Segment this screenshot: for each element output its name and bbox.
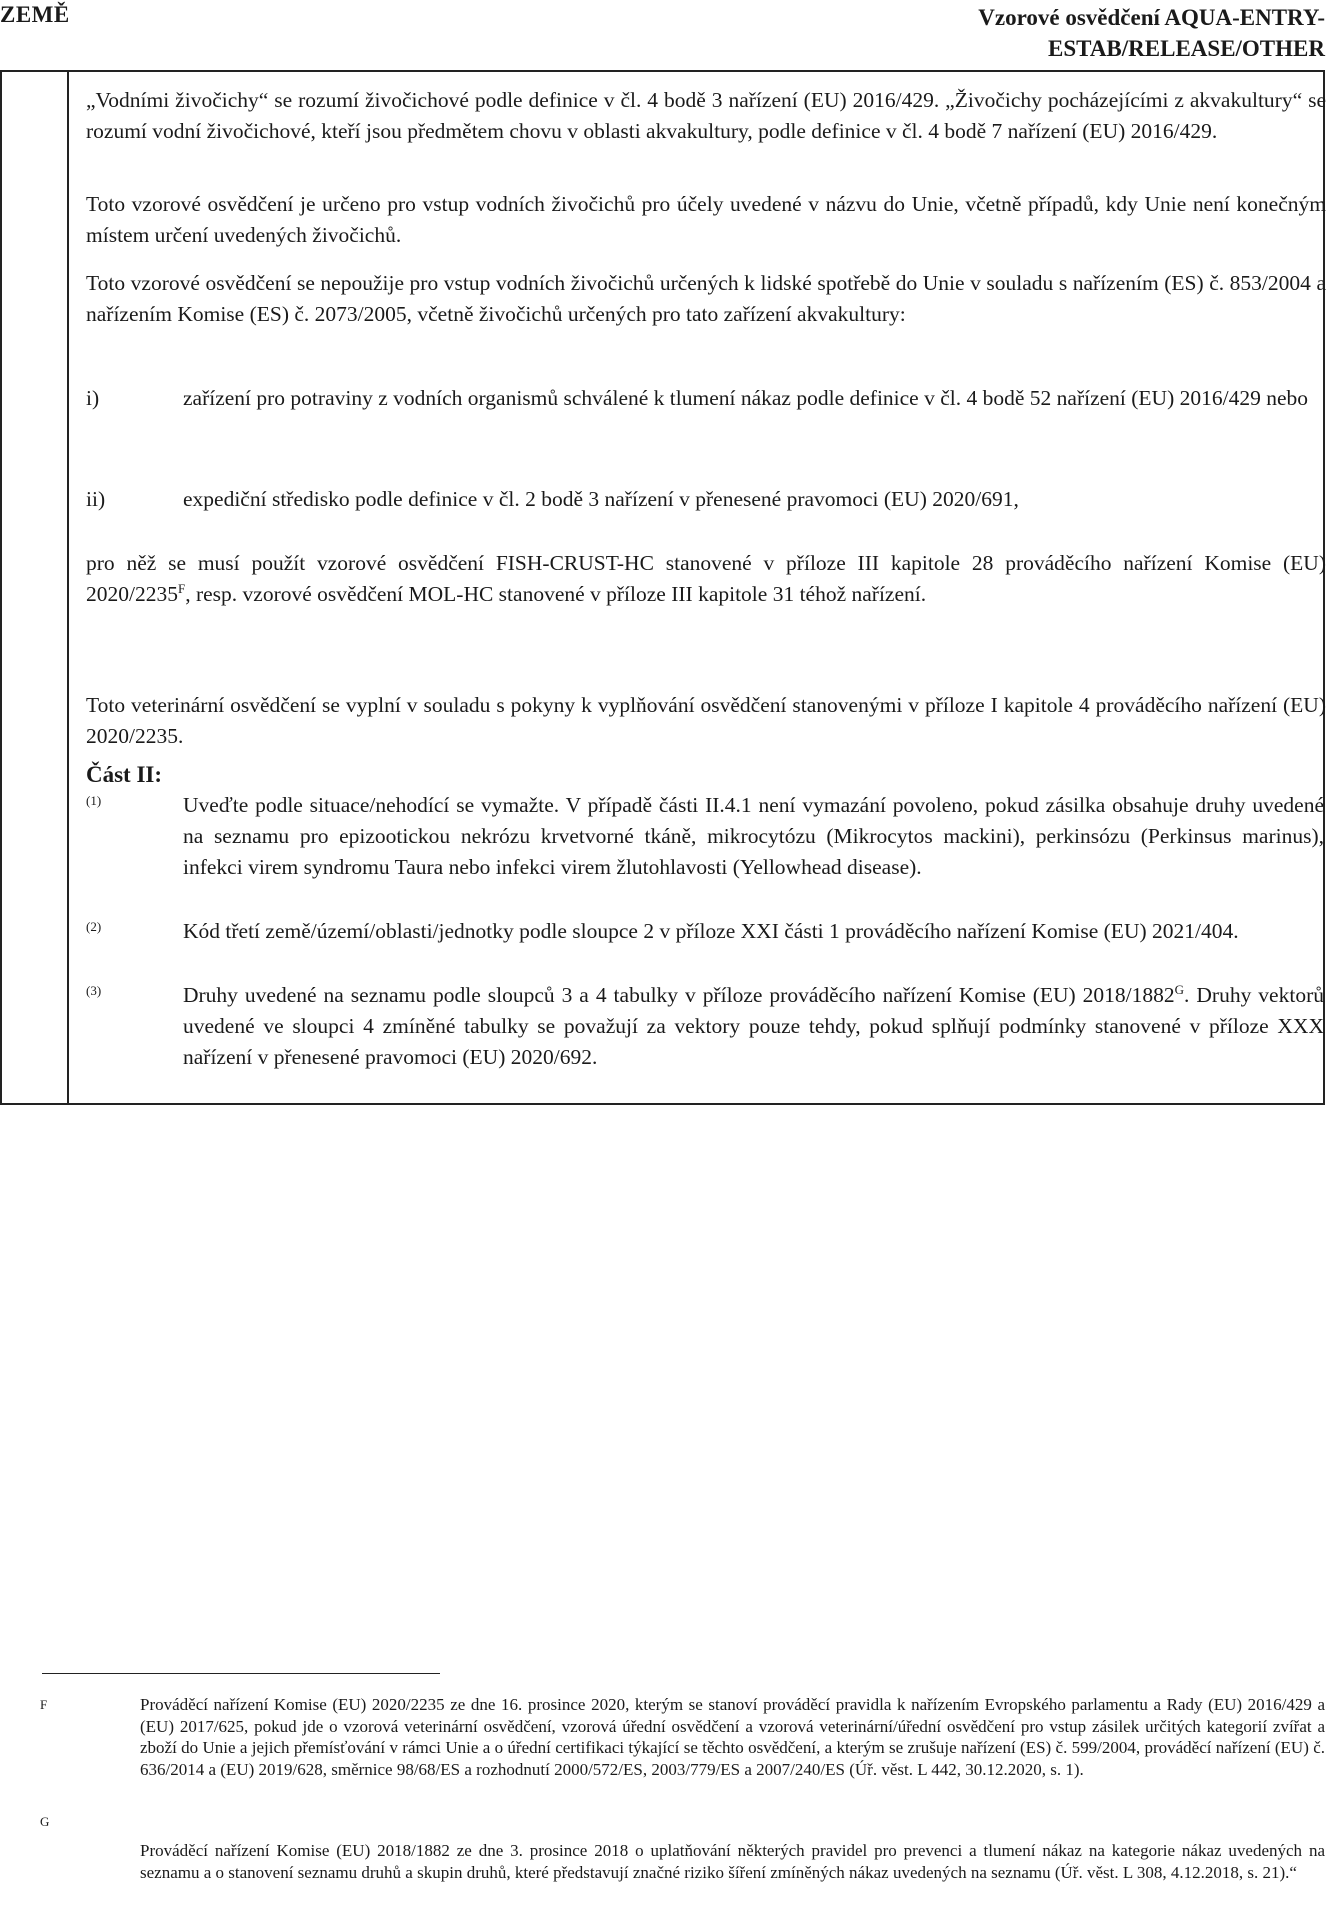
list-item-number: ii) <box>86 487 106 511</box>
header-country-label: ZEMĚ <box>0 2 70 27</box>
footnote-ref-f: F <box>177 581 186 596</box>
list-item-number: i) <box>86 386 100 410</box>
note-number: (2) <box>86 919 102 934</box>
part-ii-heading: Část II: <box>86 762 163 787</box>
notes-box-divider <box>67 72 69 1103</box>
list-item-text: zařízení pro potraviny z vodních organismů schválené k tlumení nákaz podle definice v čl. 4 bodě 52 nařízení (EU) 2016/429 nebo <box>183 386 1309 410</box>
footnote-separator <box>42 1673 440 1674</box>
paragraph-aquatic-animals-definition: „Vodními živočichy“ se rozumí živočichové podle definice v čl. 4 bodě 3 nařízení (EU) 2016/429. „Živočichy pocházejícími z akvakultury“ se rozumí vodní živočichové, kteří jsou předmětem chovu v oblasti akvakultury, podle definice v čl. 4 bodě 7 nařízení (EU) 2016/429. <box>86 88 1326 143</box>
note-text: Kód třetí země/území/oblasti/jednotky podle sloupce 2 v příloze XXI části 1 prováděcího nařízení Komise (EU) 2021/404. <box>183 919 1239 943</box>
note-text: Druhy uvedené na seznamu podle sloupců 3 a 4 tabulky v příloze prováděcího nařízení Komise (EU) $2018/1882^G$. Druhy vektorů uvedené ve sloupci 4 zmíněné tabulky se považují za vektory pouze tehdy, pokud splňují podmínky stanovené v příloze XXX nařízení v přenesené pravomoci (EU) 2020/692. <box>183 982 1324 1069</box>
paragraph-fish-crust-hc: pro něž se musí použít vzorové osvědčení FISH-CRUST-HC stanovené v příloze III kapitole 28 prováděcího nařízení Komise (EU) $2020/2235^F$, resp. vzorové osvědčení MOL-HC stanovené v příloze III kapitole 31 téhož nařízení. <box>86 551 1326 606</box>
footnote-text: Prováděcí nařízení Komise (EU) 2018/1882 ze dne 3. prosince 2018 o uplatňování některých pravidel pro prevenci a tlumení nákaz na kategorie nákaz uvedených na seznamu a o stanovení seznamu druhů a skupin druhů, které představují značné riziko šíření zmíněných nákaz uvedených na seznamu (Úř. věst. L 308, 4.12.2018, s. 21).“ <box>140 1841 1325 1882</box>
paragraph-certificate-exclusion: Toto vzorové osvědčení se nepoužije pro vstup vodních živočichů určených k lidské spotřebě do Unie v souladu s nařízením (ES) č. 853/2004 a nařízením Komise (ES) č. 2073/2005, včetně živočichů určených pro tato zařízení akvakultury: <box>86 271 1326 326</box>
footnote-mark: G <box>40 1814 50 1829</box>
header-certificate-title <box>805 2 1325 64</box>
list-item-text: expediční středisko podle definice v čl. 2 bodě 3 nařízení v přenesené pravomoci (EU) 2020/691, <box>183 487 1019 511</box>
header-title-line-2: ESTAB/RELEASE/OTHER <box>1048 36 1325 61</box>
footnote-text: Prováděcí nařízení Komise (EU) 2020/2235 ze dne 16. prosince 2020, kterým se stanoví prováděcí pravidla k nařízením Evropského parlamentu a Rady (EU) 2016/429 a (EU) 2017/625, pokud jde o vzorová veterinární osvědčení, vzorová úřední osvědčení a vzorová veterinární/úřední osvědčení pro vstup zásilek určitých kategorií zvířat a zboží do Unie a jejich přemísťování v rámci Unie a o úřední certifikaci týkající se těchto osvědčení, a kterým se zrušuje nařízení (ES) č. 599/2004, prováděcí nařízení (EU) č. 636/2014 a (EU) 2019/628, směrnice 98/68/ES a rozhodnutí 2000/572/ES, 2003/779/ES a 2007/240/ES (Úř. věst. L 442, 30.12.2020, s. 1). <box>140 1695 1325 1779</box>
note-number: (3) <box>86 983 102 998</box>
note-text: Uveďte podle situace/nehodící se vymažte. V případě části II.4.1 není vymazání povoleno, pokud zásilka obsahuje druhy uvedené na seznamu pro epizootickou nekrózu krvetvorné tkáně, mikrocytózu (Mikrocytos mackini), perkinsózu (Perkinsus marinus), infekci virem syndromu Taura nebo infekci virem žlutohlavosti (Yellowhead disease). <box>183 793 1324 879</box>
paragraph-certificate-scope: Toto vzorové osvědčení je určeno pro vstup vodních živočichů pro účely uvedené v názvu do Unie, včetně případů, kdy Unie není konečným místem určení uvedených živočichů. <box>86 192 1326 247</box>
paragraph-filling-instructions: Toto veterinární osvědčení se vyplní v souladu s pokyny k vyplňování osvědčení stanovenými v příloze I kapitole 4 prováděcího nařízení (EU) 2020/2235. <box>86 693 1326 748</box>
note-number: (1) <box>86 793 102 808</box>
footnote-ref-g: G <box>1174 982 1185 997</box>
footnote-mark: F <box>40 1697 48 1712</box>
header-title-line-1: Vzorové osvědčení AQUA-ENTRY- <box>978 5 1325 30</box>
